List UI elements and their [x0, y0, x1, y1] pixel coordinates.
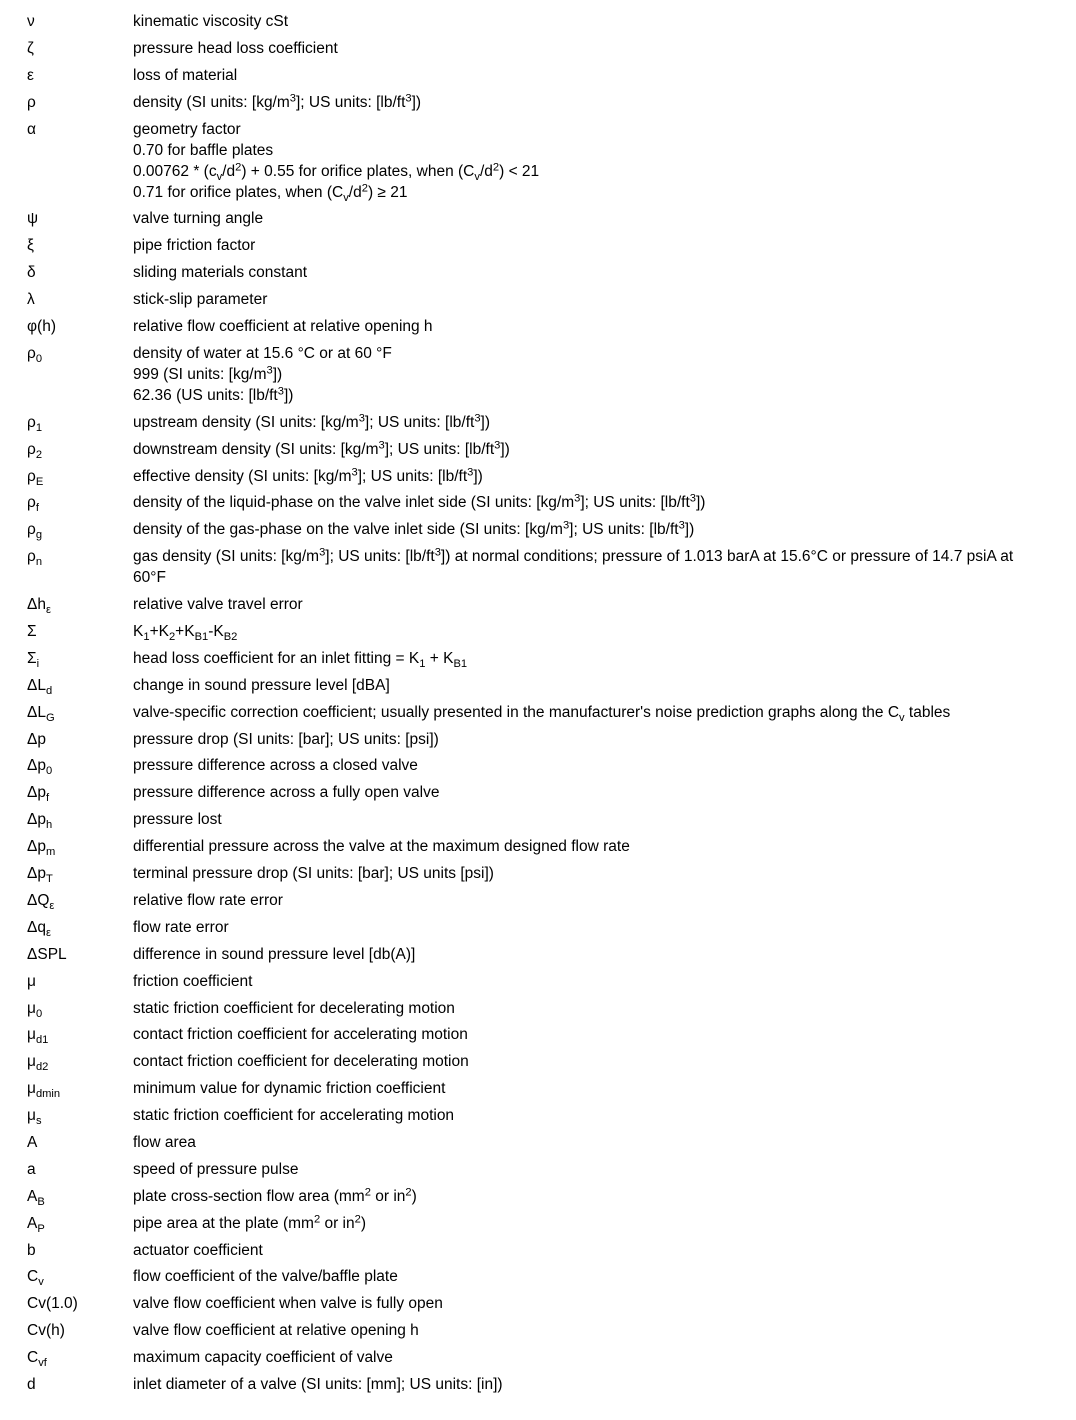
- definition: [133, 675, 1076, 696]
- symbol: $\Delta q_\varepsilon$: [27, 918, 51, 939]
- definition: [133, 1293, 1076, 1314]
- definition: [133, 836, 1076, 857]
- glossary-row: [0, 316, 1076, 337]
- definition: [133, 1051, 1076, 1072]
- definition: [133, 1240, 1076, 1261]
- glossary-row: [0, 1347, 1076, 1368]
- symbol: $\Delta p_T$: [27, 865, 53, 885]
- glossary-row: [0, 412, 1076, 433]
- symbol: $A_B$: [27, 1187, 45, 1208]
- definition-line: gas density (SI units: $[kg/m^3]$; US units: $[lb/ft^3]$) at normal conditions; pressure of 1.013 barA at 15.6°C or pressure of 14.7 psiA at 60°F: [133, 546, 1014, 587]
- glossary-row: [0, 343, 1076, 406]
- glossary-row: [0, 466, 1076, 487]
- definition-line: valve-specific correction coefficient; usually presented in the manufacturer's noise prediction graphs along the $C_v$ tables: [133, 703, 951, 724]
- symbol: $\Delta p_0$: [27, 757, 53, 778]
- symbol: ΔSPL: [27, 945, 67, 963]
- definition-line: pressure lost: [133, 811, 222, 829]
- symbol: $\Sigma_i$: [27, 649, 40, 670]
- symbol: $\Delta L_d$: [27, 676, 53, 697]
- glossary-row: [0, 92, 1076, 113]
- glossary-row: [0, 38, 1076, 59]
- glossary-row: [0, 917, 1076, 938]
- definition: [133, 1186, 1076, 1207]
- glossary-row: [0, 944, 1076, 965]
- glossary-row: [0, 208, 1076, 229]
- definition-line: effective density (SI units: $[kg/m^3]$; US units: $[lb/ft^3]$): [133, 466, 483, 485]
- symbol: Cv(h): [27, 1322, 65, 1340]
- glossary-row: [0, 1078, 1076, 1099]
- definition-line: pressure difference across a fully open valve: [133, 784, 440, 802]
- symbol: Δp: [27, 730, 46, 748]
- glossary-row: [0, 729, 1076, 750]
- definition: [133, 890, 1076, 911]
- symbol: Σ: [27, 623, 37, 641]
- definition: [133, 1159, 1076, 1180]
- glossary-row: [0, 648, 1076, 669]
- glossary-row: [0, 289, 1076, 310]
- symbol: $\Delta p_m$: [27, 838, 56, 859]
- definition-line: flow area: [133, 1133, 196, 1151]
- symbol: $A_P$: [27, 1214, 45, 1235]
- symbol: d: [27, 1375, 36, 1393]
- glossary-row: [0, 863, 1076, 884]
- definition: [133, 1347, 1076, 1368]
- symbol: b: [27, 1241, 36, 1259]
- definition: [133, 917, 1076, 938]
- definition-line: 62.36 (US units: $[lb/ft^3]$): [133, 385, 294, 404]
- definition-line: kinematic viscosity cSt: [133, 13, 289, 30]
- symbol: $\Delta p_f$: [27, 784, 50, 805]
- definition-line: loss of material: [133, 66, 238, 84]
- definition: [133, 343, 1076, 406]
- glossary-row: [0, 1051, 1076, 1072]
- definition: [133, 809, 1076, 830]
- definition-line: pressure difference across a closed valve: [133, 757, 418, 775]
- definition-line: inlet diameter of a valve (SI units: [mm]; US units: [in]): [133, 1375, 503, 1393]
- symbol: $\rho_E$: [27, 467, 44, 488]
- glossary-row: [0, 782, 1076, 803]
- symbol: ρ: [27, 93, 36, 111]
- symbol: $C_{vf}$: [27, 1349, 47, 1369]
- symbol: φ(h): [27, 318, 56, 336]
- symbol: $\Delta p_h$: [27, 811, 53, 832]
- glossary-row: [0, 119, 1076, 203]
- definition-line: speed of pressure pulse: [133, 1160, 299, 1178]
- symbol: λ: [27, 291, 35, 309]
- definition: [133, 466, 1076, 487]
- definition: [133, 1078, 1076, 1099]
- definition: [133, 702, 1076, 723]
- definition: [133, 11, 1076, 32]
- definition: [133, 863, 1076, 884]
- glossary-row: [0, 1132, 1076, 1153]
- symbol: $\rho_0$: [27, 344, 43, 365]
- symbol: $\mu_s$: [27, 1107, 42, 1127]
- glossary-row: [0, 836, 1076, 857]
- symbol: δ: [27, 264, 36, 282]
- definition-line: pipe friction factor: [133, 237, 256, 255]
- glossary-row: [0, 1159, 1076, 1180]
- definition-line: density (SI units: $[kg/m^3]$; US units: $[lb/ft^3]$): [133, 92, 422, 111]
- definition: [133, 1374, 1076, 1395]
- definition: [133, 971, 1076, 992]
- symbol: α: [27, 120, 36, 138]
- definition-line: sliding materials constant: [133, 264, 308, 282]
- definition-line: upstream density (SI units: $[kg/m^3]$; US units: $[lb/ft^3]$): [133, 412, 491, 431]
- definition: [133, 316, 1076, 337]
- glossary-row: [0, 971, 1076, 992]
- glossary-row: [0, 621, 1076, 642]
- symbol: ζ: [27, 39, 34, 57]
- definition: [133, 262, 1076, 283]
- symbol: $\rho_1$: [27, 413, 43, 434]
- definition-line: 999 (SI units: $[kg/m^3]$): [133, 364, 283, 383]
- symbol: $\Delta h_\varepsilon$: [27, 596, 51, 617]
- definition: [133, 648, 1076, 669]
- definition-line: minimum value for dynamic friction coefficient: [133, 1080, 446, 1098]
- glossary-row: [0, 519, 1076, 540]
- definition-line: relative flow rate error: [133, 891, 283, 909]
- definition-line: contact friction coefficient for accelerating motion: [133, 1026, 468, 1044]
- definition-line: maximum capacity coefficient of valve: [133, 1349, 393, 1367]
- glossary-row: [0, 1213, 1076, 1234]
- definition-line: change in sound pressure level [dBA]: [133, 676, 390, 694]
- symbol: $\mu_{dmin}$: [27, 1080, 61, 1101]
- definition-line: density of the gas-phase on the valve inlet side (SI units: $[kg/m^3]$; US units: $[lb/ft^3]$): [133, 519, 695, 539]
- glossary-row: [0, 809, 1076, 830]
- glossary-row: [0, 1320, 1076, 1341]
- definition-line: static friction coefficient for accelerating motion: [133, 1107, 455, 1125]
- glossary-row: [0, 1293, 1076, 1314]
- definition-line: valve turning angle: [133, 210, 264, 228]
- definition-line: $K_1+K_2+K_{B1}-K_{B2}$: [133, 623, 238, 643]
- symbol: $\mu_0$: [27, 999, 43, 1020]
- definition-line: relative valve travel error: [133, 596, 303, 614]
- definition-line: downstream density (SI units: $[kg/m^3]$; US units: $[lb/ft^3]$): [133, 439, 510, 458]
- glossary-row: [0, 1240, 1076, 1261]
- definition-line: stick-slip parameter: [133, 291, 268, 309]
- definition-line: flow coefficient of the valve/baffle plate: [133, 1268, 398, 1286]
- definition-line: differential pressure across the valve at the maximum designed flow rate: [133, 838, 630, 856]
- definition: [133, 38, 1076, 59]
- symbol: $\rho_g$: [27, 521, 43, 542]
- symbol: $\rho_2$: [27, 440, 43, 461]
- glossary-row: [0, 492, 1076, 513]
- definition-line: static friction coefficient for decelerating motion: [133, 999, 455, 1017]
- symbol: $\Delta L_G$: [27, 703, 55, 724]
- definition-line: plate cross-section flow area ($mm^2$ or $in^2$): [133, 1186, 417, 1205]
- symbol: $\Delta Q_\varepsilon$: [27, 891, 55, 912]
- symbol: $\mu_{d1}$: [27, 1026, 49, 1047]
- definition-line: $0.00762 * (c_v/d^2) + 0.55$ for orifice plates, when $(C_v/d^2) < 21$: [133, 160, 540, 183]
- definition: [133, 519, 1076, 540]
- symbol: $C_v$: [27, 1268, 44, 1289]
- definition-line: relative flow coefficient at relative opening h: [133, 318, 433, 336]
- glossary-row: [0, 1374, 1076, 1395]
- definition-line: 0.71 for orifice plates, when $(C_v/d^2) \ge 21$: [133, 181, 408, 204]
- definition: [133, 439, 1076, 460]
- glossary-row: [0, 11, 1076, 32]
- glossary-row: [0, 998, 1076, 1019]
- symbol: A: [27, 1133, 38, 1151]
- symbol: $\mu_{d2}$: [27, 1053, 49, 1074]
- definition: [133, 235, 1076, 256]
- definition: [133, 119, 1076, 203]
- definition: [133, 594, 1076, 615]
- definition: [133, 944, 1076, 965]
- definition-line: contact friction coefficient for decelerating motion: [133, 1053, 469, 1071]
- glossary-row: [0, 1186, 1076, 1207]
- definition: [133, 492, 1076, 513]
- glossary-row: [0, 262, 1076, 283]
- definition: [133, 1320, 1076, 1341]
- glossary-row: [0, 702, 1076, 723]
- definition: [133, 1024, 1076, 1045]
- definition-line: density of the liquid-phase on the valve inlet side (SI units: $[kg/m^3]$; US units: $[lb/ft^3]$): [133, 492, 706, 512]
- symbol: $\rho_n$: [27, 548, 43, 569]
- glossary-row: [0, 439, 1076, 460]
- glossary-row: [0, 594, 1076, 615]
- glossary-row: [0, 675, 1076, 696]
- symbol: ξ: [27, 237, 34, 255]
- definition: [133, 92, 1076, 113]
- definition-line: 0.70 for baffle plates: [133, 141, 274, 159]
- glossary-row: [0, 65, 1076, 86]
- symbol: ν: [27, 13, 35, 30]
- definition-line: difference in sound pressure level [db(A)]: [133, 945, 416, 963]
- symbol: μ: [27, 972, 36, 990]
- definition: [133, 782, 1076, 803]
- glossary-row: [0, 1105, 1076, 1126]
- definition-line: head loss coefficient for an inlet fitting = $K_1 + K_{B1}$: [133, 649, 468, 670]
- definition-line: valve flow coefficient at relative opening h: [133, 1322, 419, 1340]
- glossary-row: [0, 1266, 1076, 1287]
- symbol: ψ: [27, 210, 39, 228]
- definition: [133, 1105, 1076, 1126]
- definition-line: density of water at 15.6 °C or at 60 °F: [133, 344, 392, 362]
- definition: [133, 1132, 1076, 1153]
- definition: [133, 998, 1076, 1019]
- definition: [133, 1266, 1076, 1287]
- definition-line: terminal pressure drop (SI units: [bar]; US units [psi]): [133, 865, 494, 883]
- definition: [133, 621, 1076, 642]
- definition-line: friction coefficient: [133, 972, 253, 990]
- symbol: a: [27, 1160, 36, 1178]
- definition-line: pressure drop (SI units: [bar]; US units: [psi]): [133, 730, 439, 748]
- definition: [133, 1213, 1076, 1234]
- definition-line: actuator coefficient: [133, 1241, 263, 1259]
- definition: [133, 546, 1076, 588]
- definition: [133, 412, 1076, 433]
- symbol: $\rho_f$: [27, 494, 39, 515]
- definition: [133, 65, 1076, 86]
- symbol: ε: [27, 66, 34, 84]
- glossary-row: [0, 546, 1076, 588]
- glossary-row: [0, 755, 1076, 776]
- definition-line: pressure head loss coefficient: [133, 39, 338, 57]
- definition-line: flow rate error: [133, 918, 229, 936]
- definition: [133, 289, 1076, 310]
- definition: [133, 755, 1076, 776]
- definition: [133, 208, 1076, 229]
- glossary-row: [0, 890, 1076, 911]
- definition-line: pipe area at the plate ($mm^2$ or $in^2$): [133, 1213, 367, 1232]
- glossary-row: [0, 235, 1076, 256]
- definition-line: geometry factor: [133, 120, 241, 138]
- glossary-row: [0, 1024, 1076, 1045]
- symbol: Cv(1.0): [27, 1295, 78, 1313]
- definition: [133, 729, 1076, 750]
- definition-line: valve flow coefficient when valve is fully open: [133, 1295, 443, 1313]
